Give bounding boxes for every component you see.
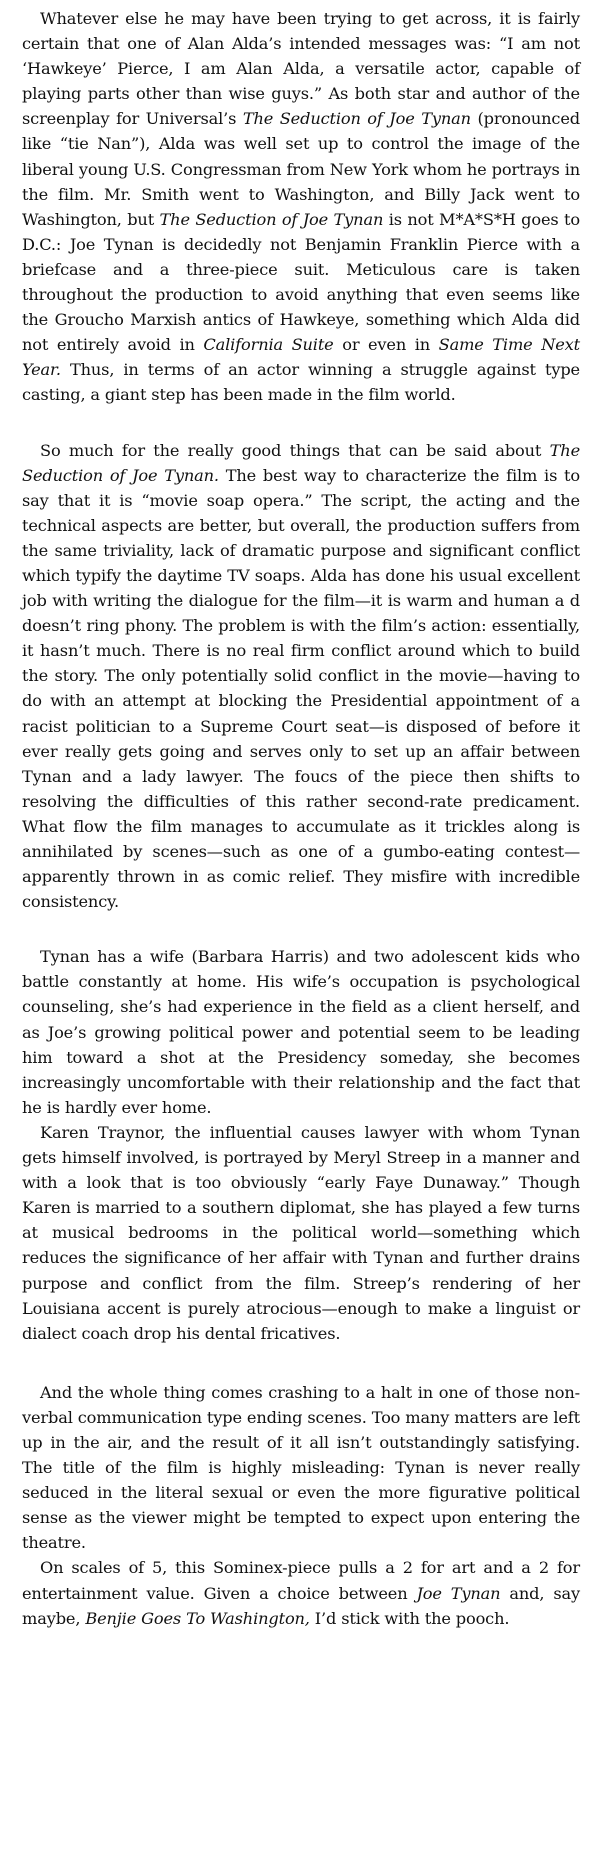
paragraph-3: [22, 944, 580, 1120]
paragraph-4: [22, 1120, 580, 1346]
paragraph-6: [22, 1555, 580, 1630]
body-text: and, say maybe,: [22, 1583, 580, 1628]
body-text: Tynan has a wife (Barbara Harris) and two adolescent kids who battle constantly at home. His wife’s occupation is psychological counseling, she’s had experience in the field as a client herself, and as Joe’s growing political power and potential seem to be leading him toward a shot at the Presidency someday, she becomes increasingly uncomfortable with their relationship and the fact that he is hardly ever home.: [22, 947, 580, 1117]
body-text: or even in: [333, 335, 439, 355]
italic-title-text: The Seduction of Joe Tynan: [159, 209, 384, 229]
body-text: On scales of 5, this Sominex-piece pulls a 2 for art and a 2 for entertainment value. Given a choice between: [22, 1558, 580, 1603]
italic-title-text: California Suite: [203, 335, 334, 355]
body-text: I’d stick with the pooch.: [309, 1608, 510, 1628]
italic-title-text: The Seduction of Joe Tynan.: [22, 440, 580, 485]
body-text: is not M*A*S*H goes to D.C.: Joe Tynan is decidedly not Benjamin Franklin Pierce with a briefcase and a three-piece suit. Meticulous care is taken throughout the production to avoid anything that even seems like the Groucho Marxish antics of Hawkeye, something which Alda did not entirely avoid in: [22, 209, 580, 355]
italic-title-text: Benjie Goes To Washington,: [85, 1608, 310, 1628]
paragraph-2: [22, 438, 580, 915]
italic-title-text: Joe Tynan: [416, 1583, 501, 1603]
italic-title-text: Same Time Next Year.: [22, 335, 580, 380]
body-text: Whatever else he may have been trying to get across, it is fairly certain that one of Alan Alda’s intended messages was: “I am not ‘Hawkeye’ Pierce, I am Alan Alda, a versatile actor, capable of playing parts other than wise guys.” As both star and author of the screenplay for Universal’s: [22, 9, 580, 129]
paragraph-1: [22, 6, 580, 408]
body-text: (pronounced like “tie Nan”), Alda was well set up to control the image of the liberal young U.S. Congressman from New York whom he portrays in the film. Mr. Smith went to Washington, and Billy Jack went to Washington, but: [22, 109, 580, 229]
body-text: Karen Traynor, the influential causes lawyer with whom Tynan gets himself involved, is portrayed by Meryl Streep in a manner and with a look that is too obviously “early Faye Dunaway.” Though Karen is married to a southern diplomat, she has played a few turns at musical bedrooms in the political world—something which reduces the significance of her affair with Tynan and further drains purpose and conflict from the film. Streep’s rendering of her Louisiana accent is purely atrocious—enough to make a linguist or dialect coach drop his dental fricatives.: [22, 1122, 580, 1343]
italic-title-text: The Seduction of Joe Tynan: [242, 109, 471, 129]
body-text: And the whole thing comes crashing to a halt in one of those non-verbal communication type ending scenes. Too many matters are left up in the air, and the result of it all isn’t outstandingly satisfying. The title of the film is highly misleading: Tynan is never really seduced in the literal sexual or even the more figurative political sense as the viewer might be tempted to expect upon entering the theatre.: [22, 1382, 580, 1553]
body-text: So much for the really good things that can be said about: [40, 440, 550, 460]
body-text: The best way to characterize the film is to say that it is “movie soap opera.” The script, the acting and the technical aspects are better, but overall, the production suffers from the same triviality, lack of dramatic purpose and significant conflict which typify the daytime TV soaps. Alda has done his usual excellent job with writing the dialogue for the film—it is warm and human a d doesn’t ring phony. The problem is with the film’s action: essentially, it hasn’t much. There is no real firm conflict around which to build the story. The only potentially solid conflict in the movie—having to do with an attempt at blocking the Presidential appointment of a racist politician to a Supreme Court seat—is disposed of before it ever really gets going and serves only to set up an affair between Tynan and a lady lawyer. The foucs of the piece then shifts to resolving the difficulties of this rather second-rate predicament. What flow the film manages to accumulate as it trickles along is annihilated by scenes—such as one of a gumbo-eating contest—apparently thrown in as comic relief. They misfire with incredible consistency.: [22, 465, 580, 912]
body-text: Thus, in terms of an actor winning a struggle against type casting, a giant step has been made in the film world.: [22, 360, 580, 405]
paragraph-5: [22, 1380, 580, 1556]
